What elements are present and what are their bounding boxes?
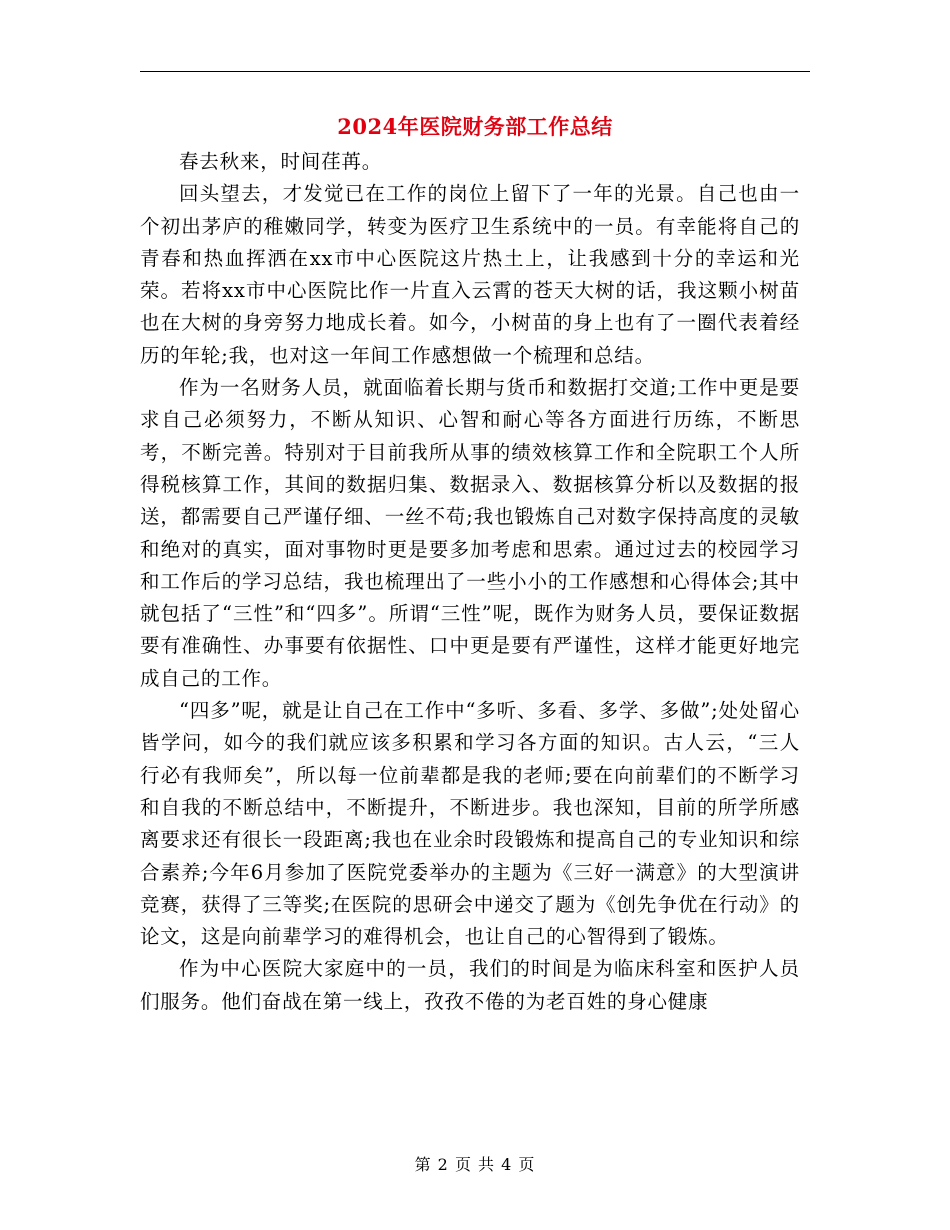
header-rule — [140, 71, 810, 72]
paragraph: 回头望去，才发觉已在工作的岗位上留下了一年的光景。自己也由一个初出茅庐的稚嫩同学，转变为医疗卫生系统中的一员。有幸能将自己的青春和热血挥洒在xx市中心医院这片热土上，让我感到十分的幸运和光荣。若将xx市中心医院比作一片直入云霄的苍天大树的话，我这颗小树苗也在大树的身旁努力地成长着。如今，小树苗的身上也有了一圈代表着经历的年轮;我，也对这一年间工作感想做一个梳理和总结。 — [140, 182, 800, 367]
paragraph: 作为中心医院大家庭中的一员，我们的时间是为临床科室和医护人员们服务。他们奋战在第一线上，孜孜不倦的为老百姓的身心健康 — [140, 957, 800, 1013]
paragraph: 作为一名财务人员，就面临着长期与货币和数据打交道;工作中更是要求自己必须努力，不断从知识、心智和耐心等各方面进行历练，不断思考，不断完善。特别对于目前我所从事的绩效核算工作和全院职工个人所得税核算工作，其间的数据归集、数据录入、数据核算分析以及数据的报送，都需要自己严谨仔细、一丝不苟;我也锻炼自己对数字保持高度的灵敏和绝对的真实，面对事物时更是要多加考虑和思索。通过过去的校园学习和工作后的学习总结，我也梳理出了一些小小的工作感想和心得体会;其中就包括了“三性”和“四多”。所谓“三性”呢，既作为财务人员，要保证数据要有准确性、办事要有依据性、口中更是要有严谨性，这样才能更好地完成自己的工作。 — [140, 376, 800, 690]
document-body — [140, 146, 800, 1018]
document-title: 2024年医院财务部工作总结 — [337, 114, 613, 139]
paragraph: 春去秋来，时间荏苒。 — [179, 150, 383, 173]
page-footer: 第 2 页 共 4 页 — [414, 1155, 536, 1174]
paragraph: “四多”呢，就是让自己在工作中“多听、多看、多学、多做”;处处留心皆学问，如今的我们就应该多积累和学习各方面的知识。古人云，“三人行必有我师矣”，所以每一位前辈都是我的老师;要在向前辈们的不断学习和自我的不断总结中，不断提升，不断进步。我也深知，目前的所学所感离要求还有很长一段距离;我也在业余时段锻炼和提高自己的专业知识和综合素养;今年6月参加了医院党委举办的主题为《三好一满意》的大型演讲竞赛，获得了三等奖;在医院的思研会中递交了题为《创先争优在行动》的论文，这是向前辈学习的难得机会，也让自己的心智得到了锻炼。 — [140, 699, 800, 949]
